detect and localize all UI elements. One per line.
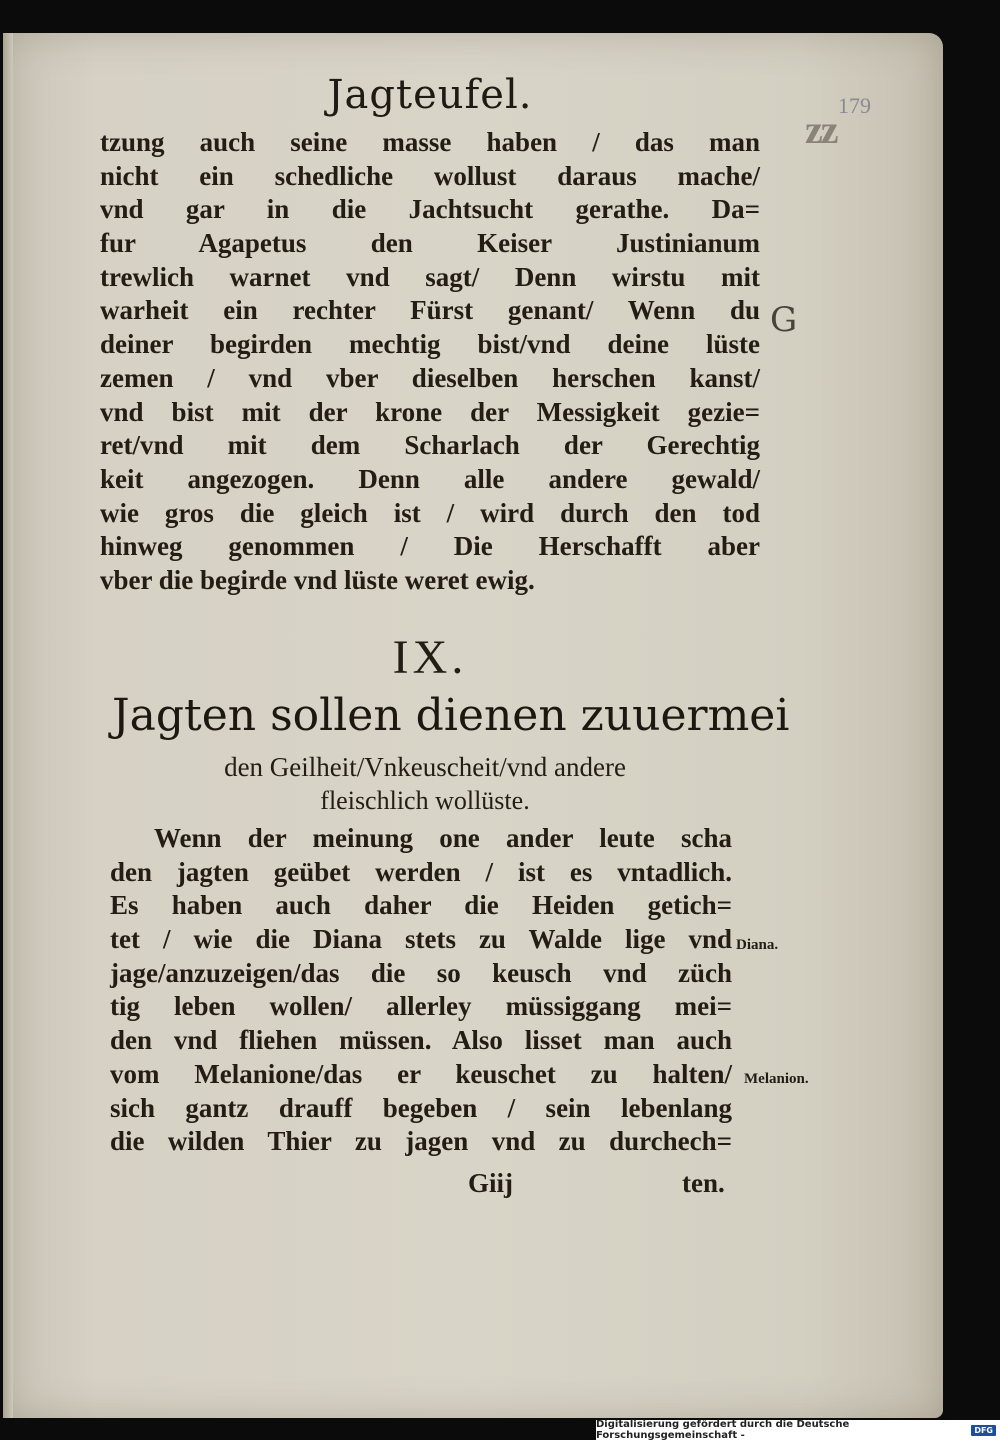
text-line: zemen / vnd vber dieselben herschen kanst/ — [100, 362, 760, 393]
margin-note-melanion: Melanion. — [744, 1071, 809, 1087]
margin-note-diana: Diana. — [736, 937, 779, 953]
text-line: trewlich warnet vnd sagt/ Denn wirstu mit — [100, 261, 760, 292]
text-line: vnd bist mit der krone der Messigkeit gezie= — [100, 396, 760, 427]
text-line: den jagten geübet werden / ist es vntadlich. — [110, 856, 732, 887]
body-text-top — [100, 126, 760, 598]
text-line: vnd gar in die Jachtsucht gerathe. Da= — [100, 194, 760, 225]
text-line: sich gantz drauff begeben / sein lebenlang — [110, 1092, 732, 1123]
chapter-subheading-line: fleischlich wollüste. — [320, 786, 530, 815]
margin-glyph: G — [770, 300, 798, 340]
text-line: Wenn der meinung one ander leute scha — [154, 823, 732, 853]
running-head: Jagteufel. — [327, 72, 533, 118]
catchword: ten. — [682, 1168, 725, 1198]
chapter-number: IX. — [392, 631, 468, 684]
text-line: jage/anzuzeigen/das die so keusch vnd züch — [110, 957, 732, 988]
text-line: deiner begirden mechtig bist/vnd deine lüste — [100, 329, 760, 360]
text-line: tzung auch seine masse haben / das man — [100, 127, 760, 157]
text-line: vber die begirde vnd lüste weret ewig. — [100, 564, 535, 595]
text-line: tig leben wollen/ allerley müssiggang mei= — [110, 991, 732, 1022]
text-line: vom Melanione/das er keuschet zu halten/ — [110, 1058, 732, 1089]
text-line: hinweg genommen / Die Herschafft aber — [100, 531, 760, 562]
chapter-heading: Jagten sollen dienen zuuermei — [112, 690, 790, 741]
signature-mark: Giij — [468, 1168, 513, 1198]
text-line: den vnd fliehen müssen. Also lisset man auch — [110, 1025, 732, 1056]
body-text-bottom — [110, 822, 732, 1159]
text-line: tet / wie die Diana stets zu Walde lige vnd — [110, 924, 732, 955]
digitization-footer — [596, 1420, 1000, 1440]
text-line: warheit ein rechter Fürst genant/ Wenn du — [100, 295, 760, 326]
dfg-logo-icon: DFG — [971, 1425, 996, 1436]
page-edge — [3, 33, 13, 1418]
text-line: nicht ein schedliche wollust daraus mache/ — [100, 160, 760, 191]
folio-number: 179 — [838, 93, 871, 118]
text-line: ret/vnd mit dem Scharlach der Gerechtig — [100, 430, 760, 461]
text-line: die wilden Thier zu jagen vnd zu durchech= — [110, 1126, 732, 1157]
folio-mark: zz — [805, 107, 837, 152]
text-line: Es haben auch daher die Heiden getich= — [110, 890, 732, 921]
chapter-subheading-line: den Geilheit/Vnkeuscheit/vnd andere — [224, 752, 626, 782]
text-line: keit angezogen. Denn alle andere gewald/ — [100, 463, 760, 494]
text-line: fur Agapetus den Keiser Justinianum — [100, 228, 760, 259]
footer-text: Digitalisierung gefördert durch die Deutsche Forschungsgemeinschaft - — [596, 1419, 850, 1441]
text-line: wie gros die gleich ist / wird durch den tod — [100, 497, 760, 528]
